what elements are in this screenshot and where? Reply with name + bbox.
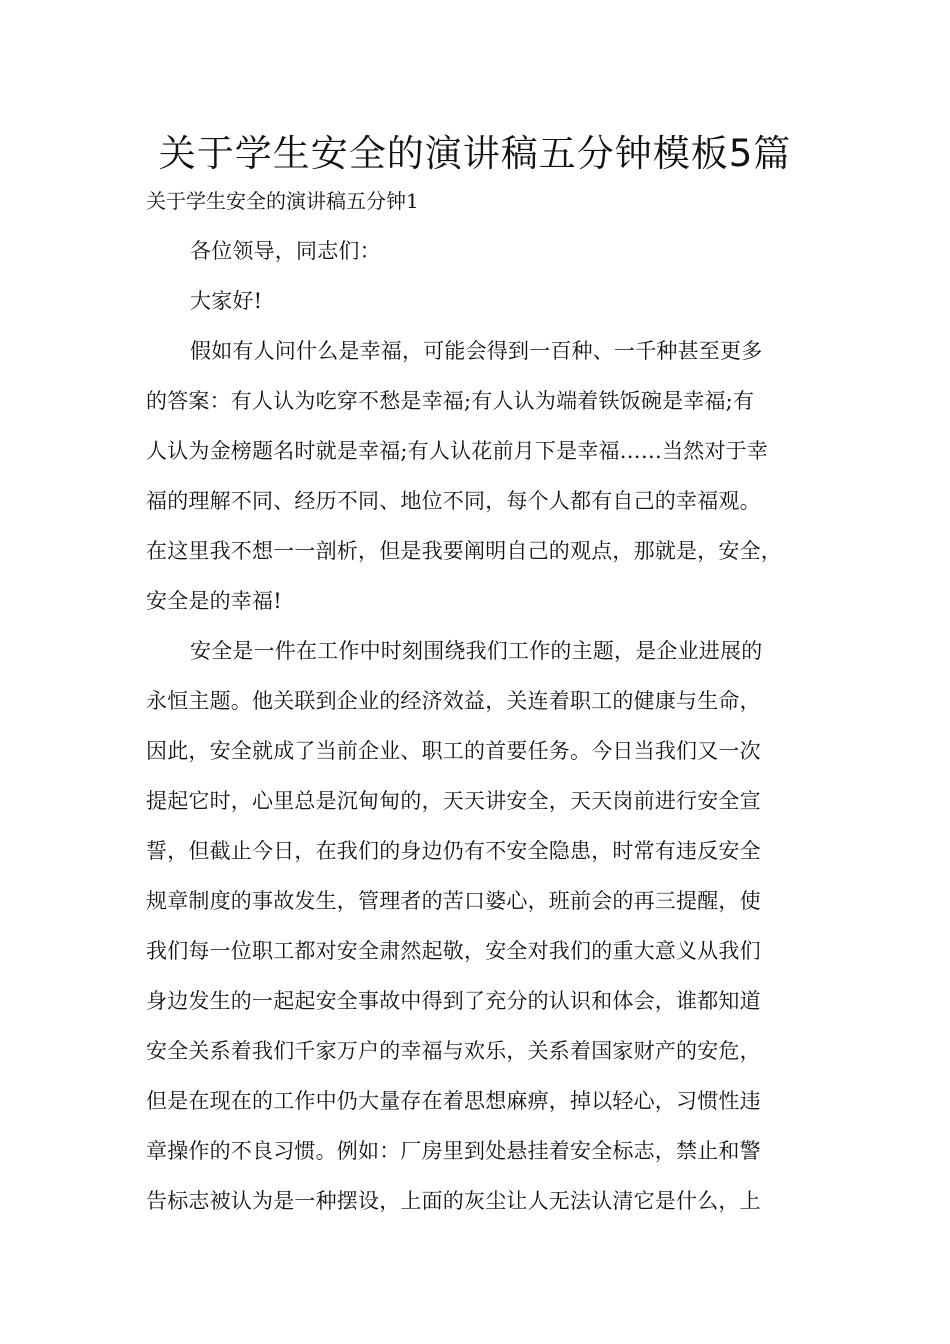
text-line: 安全是一件在工作中时刻围绕我们工作的主题，是企业进展的 [190, 639, 763, 663]
text-line: 人认为金榜题名时就是幸福;有人认花前月下是幸福……当然对于幸 [146, 439, 769, 463]
text-line: 大家好! [190, 289, 263, 313]
text-line: 我们每一位职工都对安全肃然起敬，安全对我们的重大意义从我们 [146, 939, 761, 963]
text-line: 告标志被认为是一种摆设，上面的灰尘让人无法认清它是什么，上 [146, 1189, 761, 1213]
text-line: 各位领导，同志们： [190, 239, 381, 263]
text-line: 安全关系着我们千家万户的幸福与欢乐，关系着国家财产的安危， [146, 1039, 761, 1063]
text-line: 永恒主题。他关联到企业的经济效益，关连着职工的健康与生命， [146, 689, 761, 713]
text-line: 假如有人问什么是幸福，可能会得到一百种、一千种甚至更多 [190, 339, 763, 363]
text-line: 提起它时，心里总是沉甸甸的，天天讲安全，天天岗前进行安全宣 [146, 789, 761, 813]
text-line: 因此，安全就成了当前企业、职工的首要任务。今日当我们又一次 [146, 739, 761, 763]
text-line: 章操作的不良习惯。例如：厂房里到处悬挂着安全标志，禁止和警 [146, 1139, 761, 1163]
text-line: 的答案：有人认为吃穿不愁是幸福;有人认为端着铁饭碗是幸福;有 [146, 389, 755, 413]
text-line: 誓，但截止今日，在我们的身边仍有不安全隐患，时常有违反安全 [146, 839, 761, 863]
document-title: 关于学生安全的演讲稿五分钟模板5篇 [158, 132, 792, 175]
text-line: 在这里我不想一一剖析，但是我要阐明自己的观点，那就是，安全， [146, 539, 782, 563]
text-line: 但是在现在的工作中仍大量存在着思想麻痹，掉以轻心，习惯性违 [146, 1089, 761, 1113]
text-line: 福的理解不同、经历不同、地位不同，每个人都有自己的幸福观。 [146, 489, 761, 513]
section-heading: 关于学生安全的演讲稿五分钟1 [146, 189, 419, 213]
text-line: 规章制度的事故发生，管理者的苦口婆心，班前会的再三提醒，使 [146, 889, 761, 913]
body-text [146, 233, 812, 1233]
text-line: 身边发生的一起起安全事故中得到了充分的认识和体会，谁都知道 [146, 989, 761, 1013]
text-line: 安全是的幸福! [146, 589, 282, 613]
